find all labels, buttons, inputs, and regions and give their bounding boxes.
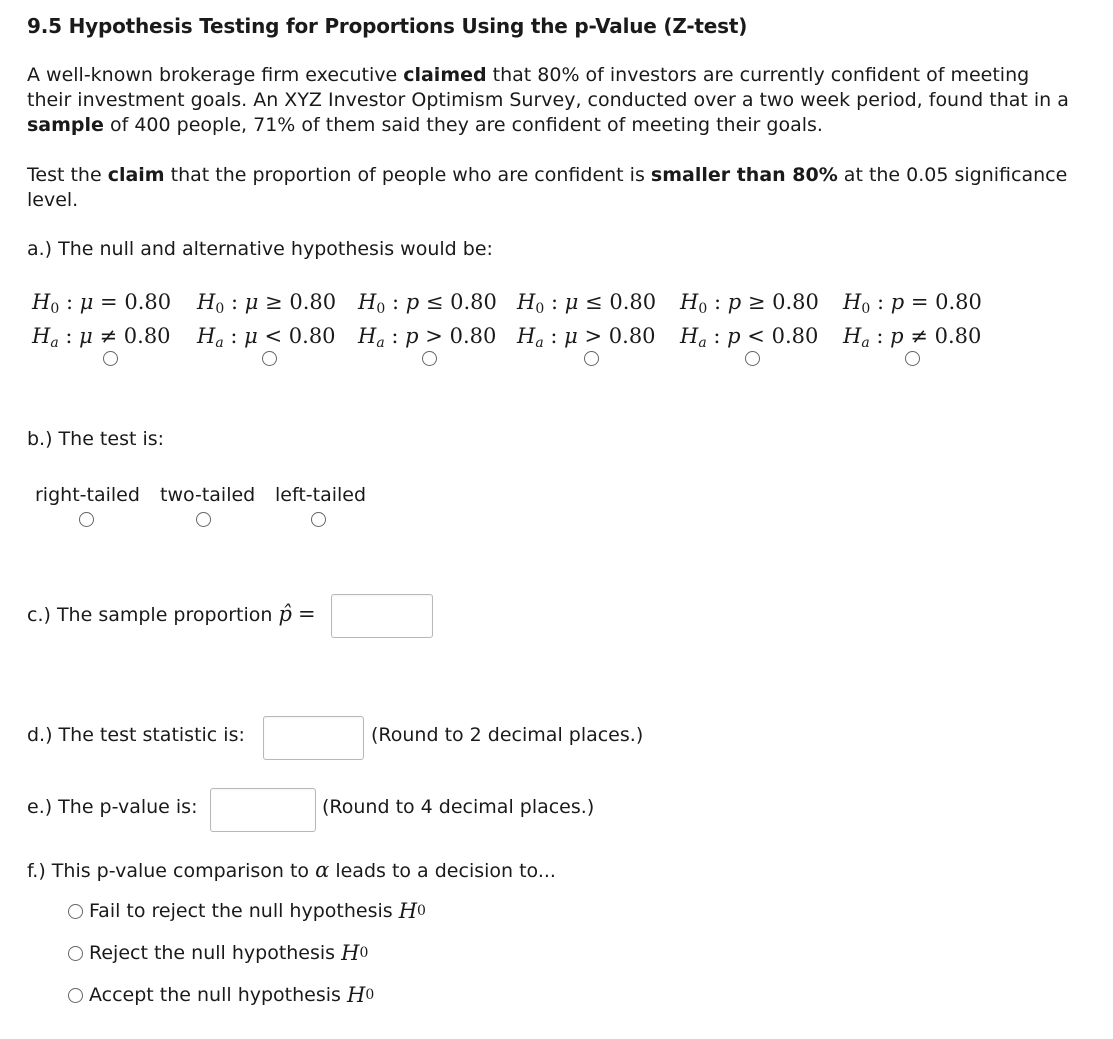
claim-text-3: at the 0.05 significance level. [27, 164, 1068, 211]
radio-hypothesis-option-5[interactable] [745, 351, 760, 366]
h-symbol: H [517, 290, 536, 314]
alt-operator: > [584, 324, 603, 348]
null-hypothesis-line [32, 289, 171, 323]
hypothesis-option-4 [517, 289, 656, 357]
h-symbol: H [32, 324, 51, 348]
radio-reject[interactable] [68, 946, 83, 961]
alt-value: 0.80 [771, 324, 819, 348]
question-e: e.) The p-value is: [27, 796, 198, 818]
h-symbol: H [32, 290, 51, 314]
null-value: 0.80 [609, 290, 657, 314]
h-symbol: H [843, 290, 862, 314]
alt-subscript: a [50, 335, 59, 351]
radio-hypothesis-option-6[interactable] [905, 351, 920, 366]
alt-value: 0.80 [449, 324, 497, 348]
alt-subscript: a [698, 335, 707, 351]
colon: : [550, 290, 559, 314]
null-value: 0.80 [935, 290, 982, 314]
colon: : [391, 290, 400, 314]
null-hypothesis-line [843, 289, 982, 323]
radio-left-tailed[interactable] [311, 512, 326, 527]
null-hypothesis-line [197, 289, 336, 323]
alt-subscript: a [535, 335, 544, 351]
test-statistic-input[interactable] [263, 716, 364, 760]
parameter-symbol: μ [79, 324, 93, 348]
intro-text-2: that 80% of investors are currently confident of meeting their investment goals. An XYZ Investor Optimism Survey, conducted over a two week period, found that in a [27, 64, 1069, 111]
option-two-tailed-label: two-tailed [160, 484, 256, 506]
claim-text-1: Test the [27, 164, 108, 186]
alt-subscript: a [376, 335, 385, 351]
null-subscript: 0 [215, 301, 225, 317]
null-subscript: 0 [535, 301, 545, 317]
problem-statement [27, 63, 1077, 138]
h0-sub: 0 [359, 945, 369, 961]
radio-two-tailed[interactable] [196, 512, 211, 527]
claim-bold-claim: claim [107, 164, 165, 186]
parameter-symbol: μ [244, 324, 258, 348]
parameter-symbol: p [727, 324, 741, 348]
round-note-e: (Round to 4 decimal places.) [322, 796, 595, 818]
sample-proportion-input[interactable] [331, 594, 433, 638]
claim-text-2: that the proportion of people who are confident is [164, 164, 651, 186]
h-symbol: H [197, 324, 216, 348]
radio-hypothesis-option-3[interactable] [422, 351, 437, 366]
alt-value: 0.80 [934, 324, 982, 348]
p-hat-symbol: p̂ [278, 602, 292, 626]
hypothesis-option-5 [680, 289, 819, 357]
question-f-pre: f.) This p-value comparison to [27, 860, 316, 882]
decision-option-reject[interactable] [68, 941, 368, 965]
null-hypothesis-line [517, 289, 656, 323]
null-operator: = [100, 290, 118, 314]
null-value: 0.80 [450, 290, 497, 314]
colon: : [230, 290, 239, 314]
null-subscript: 0 [376, 301, 386, 317]
alt-hypothesis-line [32, 323, 171, 357]
parameter-symbol: p [405, 324, 419, 348]
question-c [27, 602, 316, 626]
h-symbol: H [358, 290, 377, 314]
decision-label-accept: Accept the null hypothesis [89, 984, 341, 1006]
alt-subscript: a [215, 335, 224, 351]
null-subscript: 0 [861, 301, 871, 317]
h-symbol: H [197, 290, 216, 314]
colon: : [713, 290, 722, 314]
question-c-label: c.) The sample proportion [27, 604, 273, 626]
parameter-symbol: p [890, 290, 905, 314]
question-d: d.) The test statistic is: [27, 724, 245, 746]
null-operator: = [910, 290, 929, 314]
radio-accept[interactable] [68, 988, 83, 1003]
claim-bold-smaller: smaller than 80% [650, 164, 838, 186]
intro-text-3: of 400 people, 71% of them said they are confident of meeting their goals. [103, 114, 823, 136]
radio-right-tailed[interactable] [79, 512, 94, 527]
alt-operator: < [747, 324, 765, 348]
null-value: 0.80 [772, 290, 819, 314]
colon: : [876, 324, 884, 348]
null-value: 0.80 [289, 290, 337, 314]
h-symbol: H [843, 324, 862, 348]
h0-H: H [346, 983, 366, 1007]
radio-hypothesis-option-2[interactable] [262, 351, 277, 366]
page-title: 9.5 Hypothesis Testing for Proportions Using the p-Value (Z-test) [27, 14, 748, 38]
intro-bold-sample: sample [27, 114, 104, 136]
alt-operator: ≠ [910, 324, 928, 348]
parameter-symbol: p [890, 324, 904, 348]
p-value-input[interactable] [210, 788, 316, 832]
alt-operator: < [264, 324, 283, 348]
option-right-tailed-label: right-tailed [35, 484, 140, 506]
alt-value: 0.80 [608, 324, 656, 348]
h0-H: H [398, 899, 418, 923]
colon: : [391, 324, 399, 348]
question-f [27, 858, 556, 882]
colon: : [230, 324, 238, 348]
hypothesis-option-3 [358, 289, 497, 357]
colon: : [713, 324, 721, 348]
colon: : [550, 324, 558, 348]
question-b: b.) The test is: [27, 428, 165, 450]
alt-value: 0.80 [288, 324, 336, 348]
decision-label-reject: Reject the null hypothesis [89, 942, 336, 964]
h0-H: H [341, 941, 360, 965]
hypothesis-option-6 [843, 289, 982, 357]
null-operator: ≥ [747, 290, 766, 314]
h0-sub: 0 [417, 903, 426, 919]
h0-sub: 0 [365, 987, 375, 1003]
round-note-d: (Round to 2 decimal places.) [371, 724, 644, 746]
colon: : [876, 290, 885, 314]
decision-label-fail-to-reject: Fail to reject the null hypothesis [89, 900, 393, 922]
radio-hypothesis-option-1[interactable] [103, 351, 118, 366]
equals-sign: = [297, 602, 316, 626]
alt-operator: > [425, 324, 443, 348]
null-operator: ≤ [585, 290, 603, 314]
intro-bold-claimed: claimed [403, 64, 487, 86]
option-left-tailed-label: left-tailed [275, 484, 367, 506]
h-symbol: H [680, 290, 699, 314]
radio-fail-to-reject[interactable] [68, 904, 83, 919]
question-a: a.) The null and alternative hypothesis would be: [27, 238, 493, 260]
null-hypothesis-line [680, 289, 819, 323]
hypothesis-option-2 [197, 289, 336, 357]
parameter-symbol: μ [244, 290, 259, 314]
null-value: 0.80 [124, 290, 172, 314]
claim-statement [27, 163, 1087, 213]
alt-operator: ≠ [99, 324, 118, 348]
parameter-symbol: μ [564, 290, 579, 314]
hypothesis-option-1 [32, 289, 171, 357]
parameter-symbol: p [727, 290, 742, 314]
decision-option-fail-to-reject[interactable] [68, 899, 426, 923]
alt-value: 0.80 [123, 324, 171, 348]
null-hypothesis-line [358, 289, 497, 323]
colon: : [65, 290, 74, 314]
colon: : [65, 324, 73, 348]
null-operator: ≤ [425, 290, 444, 314]
decision-option-accept[interactable] [68, 983, 374, 1007]
parameter-symbol: μ [79, 290, 94, 314]
h-symbol: H [680, 324, 699, 348]
intro-text-1: A well-known brokerage firm executive [27, 64, 404, 86]
null-subscript: 0 [50, 301, 60, 317]
alt-subscript: a [861, 335, 870, 351]
parameter-symbol: p [405, 290, 420, 314]
question-f-post: leads to a decision to... [329, 860, 556, 882]
h-symbol: H [358, 324, 377, 348]
h-symbol: H [517, 324, 536, 348]
alpha-symbol: α [315, 858, 330, 882]
null-operator: ≥ [265, 290, 283, 314]
parameter-symbol: μ [564, 324, 578, 348]
null-subscript: 0 [698, 301, 708, 317]
radio-hypothesis-option-4[interactable] [584, 351, 599, 366]
